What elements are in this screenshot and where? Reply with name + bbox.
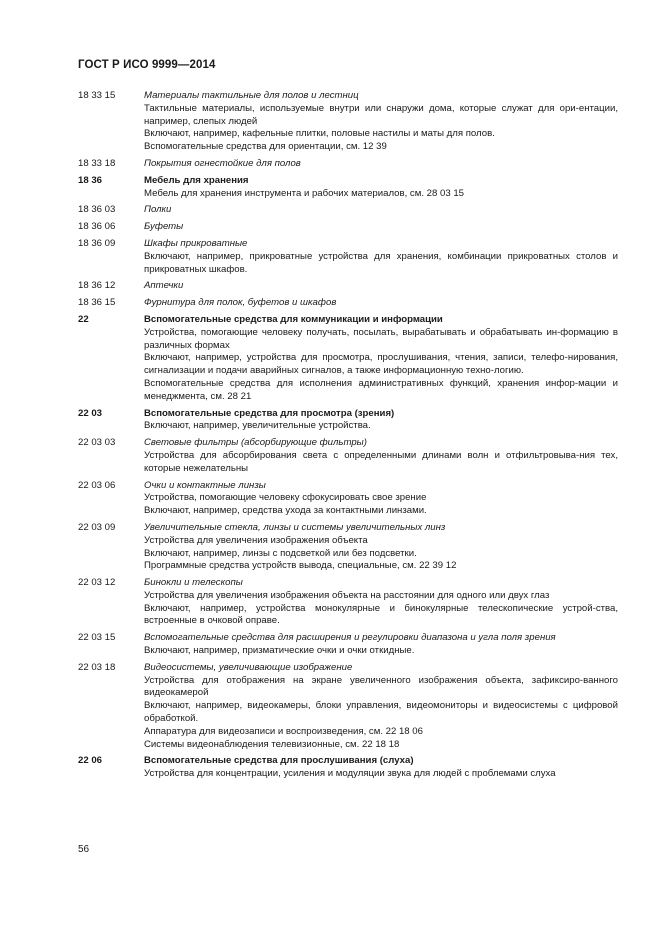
entry-code: 18 36 09 xyxy=(78,237,116,249)
entry-code: 22 03 06 xyxy=(78,479,116,491)
entry-title: Шкафы прикроватные xyxy=(144,237,248,249)
classification-entry xyxy=(78,204,618,217)
entry-description-line: Устройства для увеличения изображения объекта xyxy=(144,534,368,546)
entry-body xyxy=(144,204,618,217)
entry-title: Вспомогательные средства для прослушивания (слуха) xyxy=(144,755,414,767)
classification-entry xyxy=(78,577,618,628)
entry-description-line: Устройства для концентрации, усиления и модуляции звука для людей с проблемами слуха xyxy=(144,768,556,780)
entry-description-line: Включают, например, видеокамеры, блоки управления, видеомониторы и видеосистемы с цифровой обработкой. xyxy=(144,700,618,725)
entry-description-line: Устройства для отображения на экране увеличенного изображения объекта, зафиксиро-ванного видеокамерой xyxy=(144,674,618,699)
classification-entry xyxy=(78,480,618,518)
entry-code: 22 06 xyxy=(78,755,103,767)
page-number: 56 xyxy=(78,844,90,855)
entry-description-line: Включают, например, призматические очки и очки откидные. xyxy=(144,645,415,657)
entry-description-line: Аппаратура для видеозаписи и воспроизведения, см. 22 18 06 xyxy=(144,725,423,737)
entry-description-line: Тактильные материалы, используемые внутри или снаружи дома, которые служат для ори-ентации, например, слепых людей xyxy=(144,102,618,127)
entry-title: Видеосистемы, увеличивающие изображение xyxy=(144,661,353,673)
entry-description-line: Включают, например, устройства монокулярные и бинокулярные телескопические устрой-ства, встроенные в очковой оправе. xyxy=(144,602,618,627)
classification-entry xyxy=(78,632,618,658)
entry-title: Вспомогательные средства для коммуникации и информации xyxy=(144,313,443,325)
document-header: ГОСТ Р ИСО 9999—2014 xyxy=(78,59,216,71)
entry-description-line: Включают, например, кафельные плитки, половые настилы и маты для полов. xyxy=(144,128,495,140)
entry-description-line: Программные средства устройств вывода, специальные, см. 22 39 12 xyxy=(144,560,457,572)
entry-body xyxy=(144,662,618,752)
entry-code: 18 36 06 xyxy=(78,221,116,233)
entry-code: 18 36 15 xyxy=(78,297,116,309)
entry-code: 22 03 18 xyxy=(78,661,116,673)
entry-code: 22 03 09 xyxy=(78,521,116,533)
entry-body xyxy=(144,437,618,475)
entry-code: 22 03 12 xyxy=(78,577,116,589)
entry-body xyxy=(144,175,618,201)
entry-body xyxy=(144,90,618,154)
classification-entry xyxy=(78,280,618,293)
entry-description-line: Включают, например, увеличительные устройства. xyxy=(144,420,371,432)
entry-title: Вспомогательные средства для просмотра (зрения) xyxy=(144,407,395,419)
classification-entry xyxy=(78,755,618,781)
entry-body xyxy=(144,755,618,781)
classification-entry xyxy=(78,314,618,404)
entry-code: 18 36 12 xyxy=(78,280,116,292)
entry-code: 22 03 15 xyxy=(78,632,116,644)
entry-title: Покрытия огнестойкие для полов xyxy=(144,157,301,169)
classification-entry xyxy=(78,90,618,154)
classification-entry xyxy=(78,408,618,434)
entry-description-line: Устройства для абсорбирования света с определенными длинами волн и отфильтровыва-ния тех, которые нежелательны xyxy=(144,449,618,474)
entry-title: Мебель для хранения xyxy=(144,174,249,186)
entry-description-line: Устройства, помогающие человеку получать, посылать, вырабатывать и обрабатывать ин-формацию в различных формах xyxy=(144,326,618,351)
entry-body xyxy=(144,158,618,171)
entry-code: 18 36 xyxy=(78,174,103,186)
entry-body xyxy=(144,522,618,573)
entry-title: Фурнитура для полок, буфетов и шкафов xyxy=(144,297,337,309)
entry-code: 18 36 03 xyxy=(78,204,116,216)
entry-code: 22 03 xyxy=(78,407,103,419)
entry-code: 22 xyxy=(78,313,89,325)
entry-code: 18 33 18 xyxy=(78,157,116,169)
entry-body xyxy=(144,221,618,234)
entry-body xyxy=(144,297,618,310)
entry-description-line: Вспомогательные средства для исполнения административных функций, хранения инфор-мации и менеджмента, см. 28 21 xyxy=(144,377,618,402)
entry-body xyxy=(144,408,618,434)
classification-entry xyxy=(78,662,618,752)
entry-body xyxy=(144,632,618,658)
entry-description-line: Включают, например, линзы с подсветкой или без подсветки. xyxy=(144,547,417,559)
entry-description-line: Системы видеонаблюдения телевизионные, см. 22 18 18 xyxy=(144,738,400,750)
entry-description-line: Устройства для увеличения изображения объекта на расстоянии для одного или двух глаз xyxy=(144,589,550,601)
entry-title: Очки и контактные линзы xyxy=(144,479,266,491)
entry-description-line: Включают, например, средства ухода за контактными линзами. xyxy=(144,505,427,517)
entry-title: Бинокли и телескопы xyxy=(144,577,243,589)
entry-title: Увеличительные стекла, линзы и системы увеличительных линз xyxy=(144,521,446,533)
entry-body xyxy=(144,280,618,293)
classification-entry xyxy=(78,175,618,201)
entry-description-line: Включают, например, устройства для просмотра, прослушивания, чтения, записи, телефо-нирования, сигнализации и подачи аварийных сигналов, а также информационную техно-логию. xyxy=(144,352,618,377)
entry-code: 18 33 15 xyxy=(78,90,116,101)
entry-title: Полки xyxy=(144,204,172,216)
classification-entry xyxy=(78,221,618,234)
classification-entry xyxy=(78,522,618,573)
entry-description-line: Включают, например, прикроватные устройства для хранения, комбинации прикроватных столов и прикроватных шкафов. xyxy=(144,250,618,275)
entry-description-line: Мебель для хранения инструмента и рабочих материалов, см. 28 03 15 xyxy=(144,187,464,199)
entry-body xyxy=(144,314,618,404)
classification-list xyxy=(78,90,618,785)
classification-entry xyxy=(78,158,618,171)
entry-body xyxy=(144,577,618,628)
entry-code: 22 03 03 xyxy=(78,437,116,449)
entry-description-line: Вспомогательные средства для ориентации, см. 12 39 xyxy=(144,141,387,153)
entry-title: Буфеты xyxy=(144,221,184,233)
entry-description-line: Устройства, помогающие человеку сфокусировать свое зрение xyxy=(144,492,427,504)
classification-entry xyxy=(78,297,618,310)
classification-entry xyxy=(78,238,618,276)
entry-title: Материалы тактильные для полов и лестниц xyxy=(144,90,359,101)
entry-title: Вспомогательные средства для расширения и регулировки диапазона и угла поля зрения xyxy=(144,632,556,644)
entry-body xyxy=(144,480,618,518)
entry-title: Световые фильтры (абсорбирующие фильтры) xyxy=(144,437,367,449)
classification-entry xyxy=(78,437,618,475)
entry-body xyxy=(144,238,618,276)
entry-title: Аптечки xyxy=(144,280,184,292)
